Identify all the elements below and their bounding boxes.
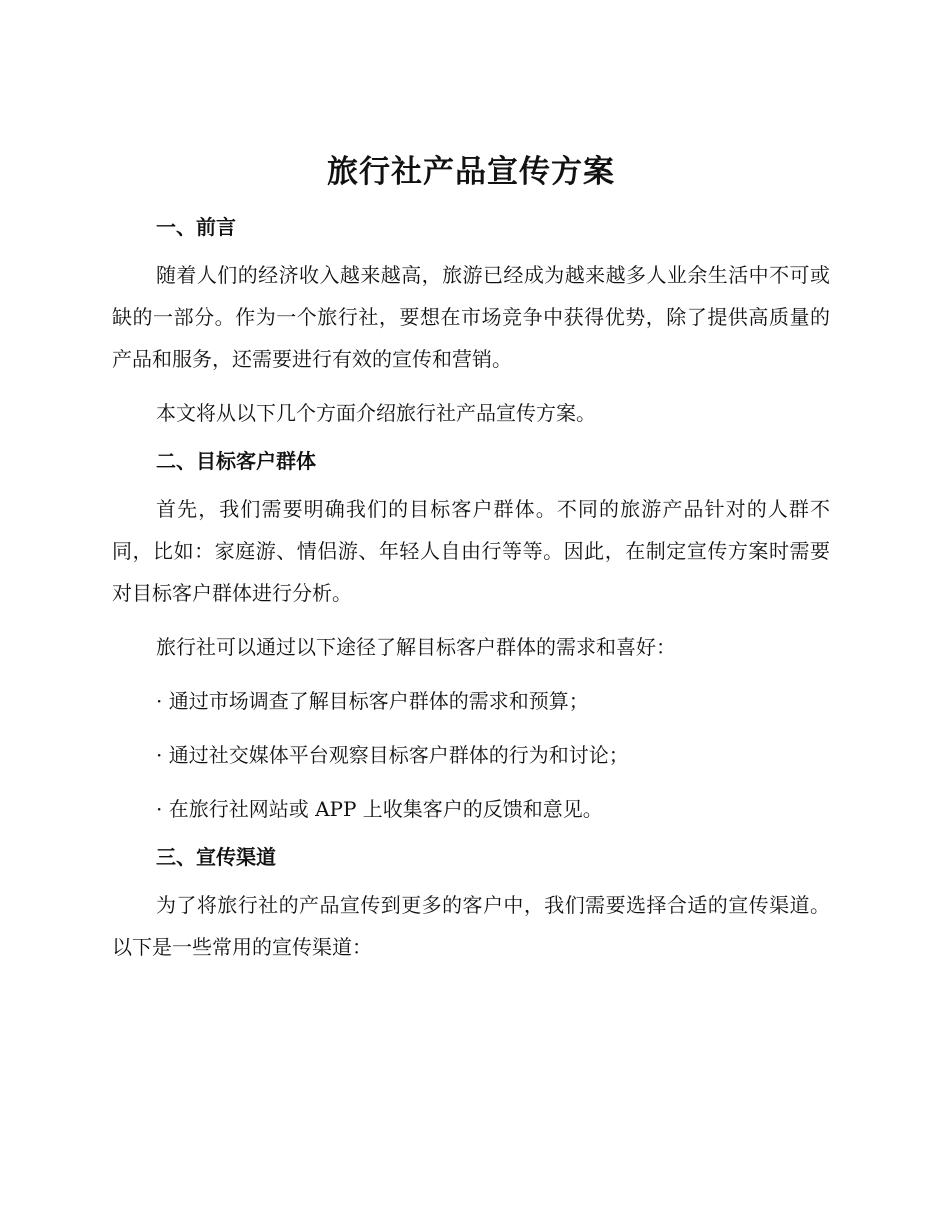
paragraph: 随着人们的经济收入越来越高，旅游已经成为越来越多人业余生活中不可或缺的一部分。作为一个旅行社，要想在市场竞争中获得优势，除了提供高质量的产品和服务，还需要进行有效的宣传和营销。 <box>112 263 830 371</box>
paragraph: 本文将从以下几个方面介绍旅行社产品宣传方案。 <box>156 401 596 425</box>
document-page <box>112 150 830 968</box>
paragraph: 旅行社可以通过以下途径了解目标客户群体的需求和喜好： <box>156 635 676 659</box>
paragraph: 首先，我们需要明确我们的目标客户群体。不同的旅游产品针对的人群不同，比如：家庭游、情侣游、年轻人自由行等等。因此，在制定宣传方案时需要对目标客户群体进行分析。 <box>112 497 830 605</box>
bullet-item: · 在旅行社网站或 APP 上收集客户的反馈和意见。 <box>156 797 603 821</box>
section-heading-target-customers: 二、目标客户群体 <box>156 449 316 473</box>
bullet-item: · 通过社交媒体平台观察目标客户群体的行为和讨论； <box>156 743 629 767</box>
document-title: 旅行社产品宣传方案 <box>327 154 615 190</box>
section-heading-channels: 三、宣传渠道 <box>156 845 276 869</box>
section-heading-preface: 一、前言 <box>156 215 236 239</box>
bullet-item: · 通过市场调查了解目标客户群体的需求和预算； <box>156 689 589 713</box>
paragraph: 为了将旅行社的产品宣传到更多的客户中，我们需要选择合适的宣传渠道。以下是一些常用的宣传渠道： <box>112 893 830 959</box>
